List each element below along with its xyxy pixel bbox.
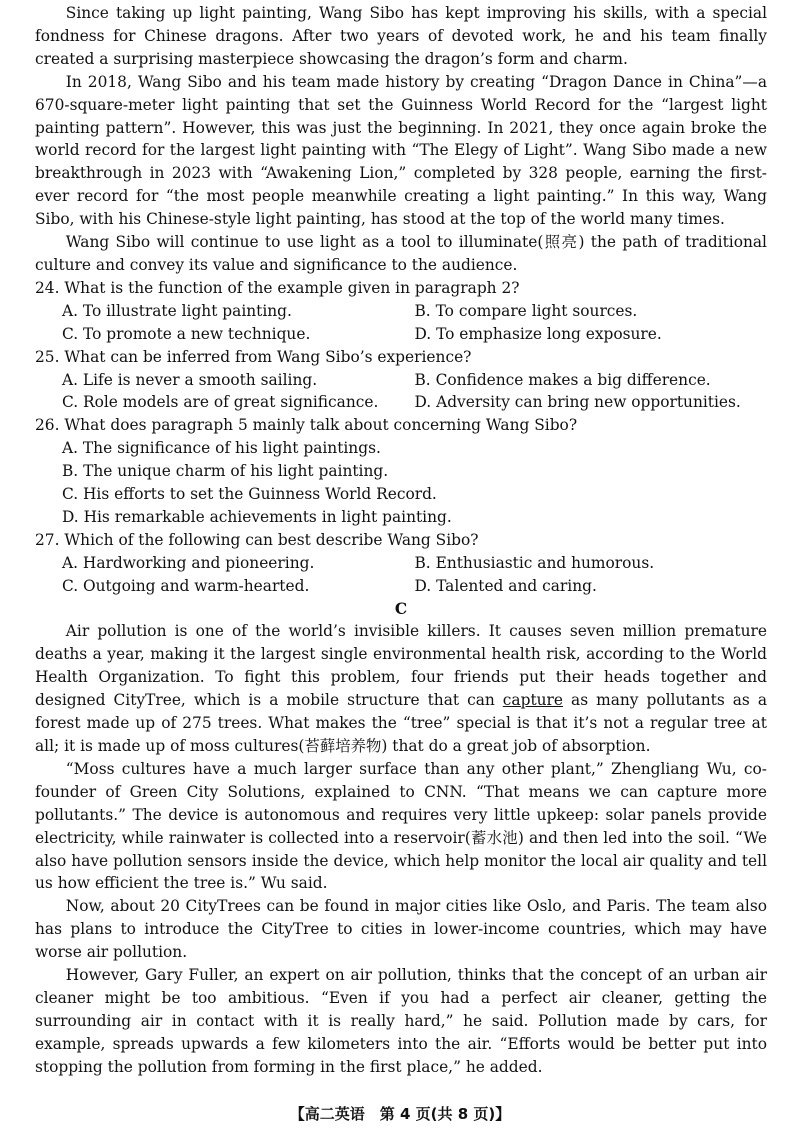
option-d: D. To emphasize long exposure. (414, 324, 662, 343)
passage-c-text: Air pollution is one of the world’s invisible killers. It causes seven million premature deaths a year, making it the largest single environmental health risk, according to the World Health Organization. To fight this problem, four friends put their heads together and designed CityTree, which is a mobile structure that can (35, 622, 767, 710)
option-a: A. The significance of his light paintings. (62, 439, 381, 458)
option-c: C. Role models are of great significance. (62, 393, 379, 412)
question-stem: 25. What can be inferred from Wang Sibo’s experience? (35, 347, 472, 366)
passage-c-paragraph-3: Now, about 20 CityTrees can be found in major cities like Oslo, and Paris. The team also has plans to introduce the CityTree to cities in lower-income countries, which may have worse air pollution. (35, 897, 767, 962)
page-footer: 【高二英语 第 4 页(共 8 页)】 (289, 1105, 511, 1123)
option-b: B. To compare light sources. (414, 301, 638, 320)
question-26 (35, 414, 767, 529)
question-stem: 26. What does paragraph 5 mainly talk about concerning Wang Sibo? (35, 416, 578, 435)
option-d: D. His remarkable achievements in light painting. (62, 507, 452, 526)
passage-b-paragraph-3: Wang Sibo will continue to use light as a tool to illuminate(照亮) the path of traditional culture and convey its value and significance to the audience. (35, 233, 767, 274)
option-b: B. The unique charm of his light painting. (62, 462, 389, 481)
passage-b-paragraph-2: In 2018, Wang Sibo and his team made history by creating “Dragon Dance in China”—a 670-square-meter light painting that set the Guinness World Record for the “largest light painting pattern”. However, this was just the beginning. In 2021, they once again broke the world record for the largest light painting with “The Elegy of Light”. Wang Sibo made a new breakthrough in 2023 with “Awakening Lion,” completed by 328 people, earning the first-ever record for “the most people meanwhile creating a light painting.” In this way, Wang Sibo, with his Chinese-style light painting, has stood at the top of the world many times. (35, 72, 767, 229)
passage-c-text: as many pollutants as a forest made up of 275 trees. What makes the “tree” special is that it’s not a regular tree at all; it is made up of moss cultures(苔藓培养物) that do a great job of absorption. (35, 691, 767, 755)
question-stem: 27. Which of the following can best describe Wang Sibo? (35, 530, 479, 549)
section-c-heading: C (394, 599, 408, 618)
exam-page (35, 0, 767, 1079)
passage-b-paragraph-1: Since taking up light painting, Wang Sibo has kept improving his skills, with a special fondness for Chinese dragons. After two years of devoted work, he and his team finally created a surprising masterpiece showcasing the dragon’s form and charm. (35, 4, 767, 68)
underlined-word: capture (502, 691, 564, 710)
passage-c-paragraph-4: However, Gary Fuller, an expert on air pollution, thinks that the concept of an urban air cleaner might be too ambitious. “Even if you had a perfect air cleaner, getting the surrounding air in contact with it is really hard,” he said. Pollution made by cars, for example, spreads upwards a few kilometers into the air. “Efforts would be better put into stopping the pollution from forming in the first place,” he added. (35, 966, 767, 1076)
option-a: A. To illustrate light painting. (62, 301, 292, 320)
option-d: D. Talented and caring. (414, 576, 597, 595)
question-24 (35, 277, 767, 346)
question-25 (35, 346, 767, 415)
option-a: A. Life is never a smooth sailing. (62, 370, 318, 389)
option-c: C. Outgoing and warm-hearted. (62, 576, 310, 595)
passage-c-paragraph-2: “Moss cultures have a much larger surface than any other plant,” Zhengliang Wu, co-founder of Green City Solutions, explained to CNN. “That means we can capture more pollutants.” The device is autonomous and requires very little upkeep: solar panels provide electricity, while rainwater is collected into a reservoir(蓄水池) and then led into the soil. “We also have pollution sensors inside the device, which help monitor the local air quality and tell us how efficient the tree is.” Wu said. (35, 759, 767, 893)
option-c: C. His efforts to set the Guinness World Record. (62, 485, 437, 504)
question-27 (35, 529, 767, 598)
option-a: A. Hardworking and pioneering. (62, 553, 315, 572)
option-d: D. Adversity can bring new opportunities. (414, 393, 741, 412)
option-c: C. To promote a new technique. (62, 324, 311, 343)
option-b: B. Confidence makes a big difference. (414, 370, 711, 389)
option-b: B. Enthusiastic and humorous. (414, 553, 655, 572)
question-stem: 24. What is the function of the example given in paragraph 2? (35, 278, 520, 297)
passage-c-paragraph-1 (35, 620, 767, 757)
